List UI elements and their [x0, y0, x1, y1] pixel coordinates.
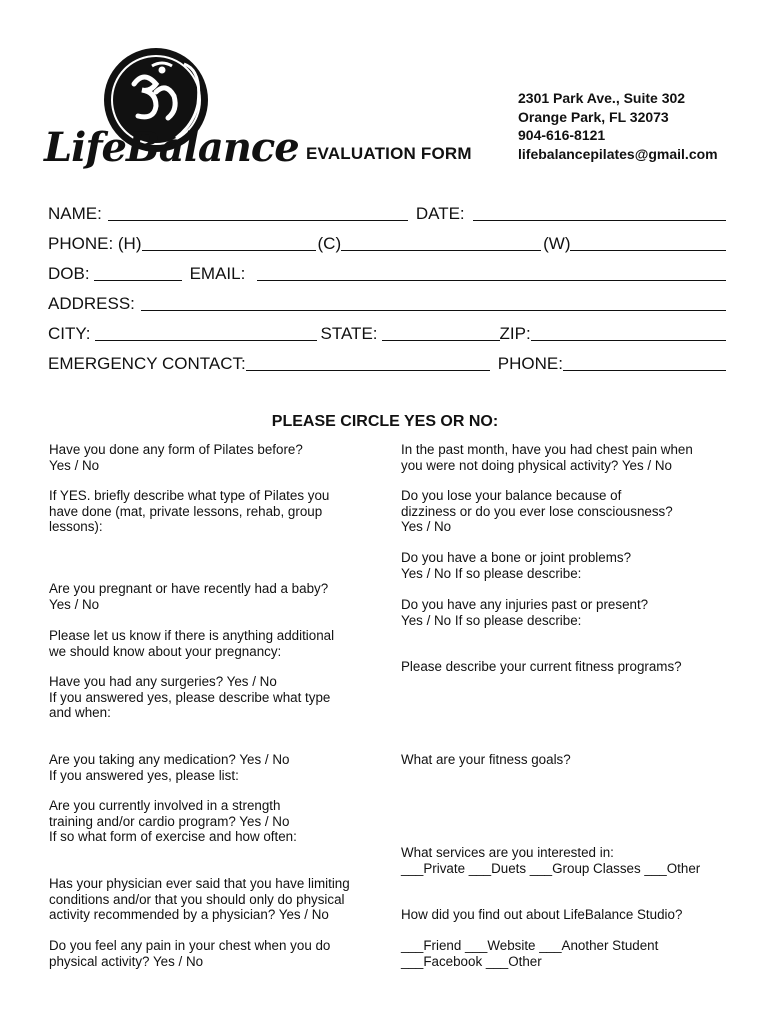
row-phone	[48, 232, 726, 254]
address-label: ADDRESS:	[48, 294, 135, 313]
zip-field[interactable]	[531, 340, 726, 341]
phone-cell-field[interactable]	[341, 250, 541, 251]
lifebalance-logo	[44, 44, 299, 174]
dob-field[interactable]	[94, 280, 182, 281]
question-training-program: Are you currently involved in a strength training and/or cardio program? Yes / No If so what form of exercise and how often:	[49, 798, 297, 845]
question-chest-pain-rest: In the past month, have you had chest pain when you were not doing physical activity? Yes / No	[401, 442, 693, 473]
date-field[interactable]	[473, 220, 726, 221]
question-bone-joint: Do you have a bone or joint problems? Yes / No If so please describe:	[401, 550, 632, 581]
question-pilates-type: If YES. briefly describe what type of Pilates you have done (mat, private lessons, rehab, group lessons):	[49, 488, 330, 535]
phone-cell-label: (C)	[317, 234, 342, 253]
row-emergency	[48, 352, 726, 374]
zip-label: ZIP:	[499, 324, 531, 343]
phone-work-field[interactable]	[570, 250, 726, 251]
question-fitness-goals: What are your fitness goals?	[401, 752, 571, 767]
phone-home-field[interactable]	[142, 250, 316, 251]
address-field[interactable]	[141, 310, 726, 311]
question-pregnant: Are you pregnant or have recently had a baby? Yes / No	[49, 581, 329, 612]
question-medication: Are you taking any medication? Yes / No If you answered yes, please list:	[49, 752, 290, 783]
circle-instructions: PLEASE CIRCLE YES OR NO:	[271, 413, 499, 430]
form-title: EVALUATION FORM	[306, 144, 472, 163]
emergency-contact-field[interactable]	[246, 370, 490, 371]
emergency-phone-label: PHONE:	[497, 354, 563, 373]
question-surgeries: Have you had any surgeries? Yes / No If you answered yes, please describe what type and when:	[49, 674, 331, 721]
row-name-date	[48, 202, 726, 224]
question-injuries: Do you have any injuries past or present? Yes / No If so please describe:	[401, 597, 649, 628]
name-label: NAME:	[48, 204, 102, 223]
phone-home-label: PHONE: (H)	[48, 234, 142, 253]
email-label: EMAIL:	[189, 264, 246, 283]
row-city-state-zip	[48, 322, 726, 344]
question-services: What services are you interested in: ___Private ___Duets ___Group Classes ___Other	[401, 845, 701, 876]
address-phone: 904-616-8121	[518, 127, 606, 143]
logo-wordmark: LifeBalance	[44, 124, 299, 171]
address-city: Orange Park, FL 32073	[518, 108, 669, 125]
question-referral: How did you find out about LifeBalance Studio?	[401, 907, 683, 922]
question-fitness-programs: Please describe your current fitness programs?	[401, 659, 682, 674]
email-field[interactable]	[257, 280, 726, 281]
address-email: lifebalancepilates@gmail.com	[518, 145, 718, 162]
row-dob-email	[48, 262, 726, 284]
phone-work-label: (W)	[543, 234, 571, 253]
city-label: CITY:	[48, 324, 91, 343]
emergency-contact-label: EMERGENCY CONTACT:	[48, 354, 246, 373]
emergency-phone-field[interactable]	[563, 370, 726, 371]
question-balance-dizziness: Do you lose your balance because of dizziness or do you ever lose consciousness? Yes / No	[401, 488, 673, 535]
question-chest-pain-activity: Do you feel any pain in your chest when you do physical activity? Yes / No	[49, 938, 331, 969]
studio-address	[518, 89, 718, 163]
date-label: DATE:	[415, 204, 465, 223]
question-pilates-before: Have you done any form of Pilates before? Yes / No	[49, 442, 303, 473]
name-field[interactable]	[108, 220, 408, 221]
address-street: 2301 Park Ave., Suite 302	[518, 90, 686, 106]
row-address	[48, 292, 726, 314]
state-field[interactable]	[382, 340, 500, 341]
city-field[interactable]	[95, 340, 317, 341]
question-pregnancy-additional: Please let us know if there is anything additional we should know about your pregnancy:	[49, 628, 335, 659]
referral-options: ___Friend ___Website ___Another Student ___Facebook ___Other	[401, 938, 659, 969]
state-label: STATE:	[320, 324, 378, 343]
question-physician-limits: Has your physician ever said that you have limiting conditions and/or that you should only do physical activity recommended by a physician? Yes / No	[49, 876, 350, 923]
dob-label: DOB:	[48, 264, 90, 283]
